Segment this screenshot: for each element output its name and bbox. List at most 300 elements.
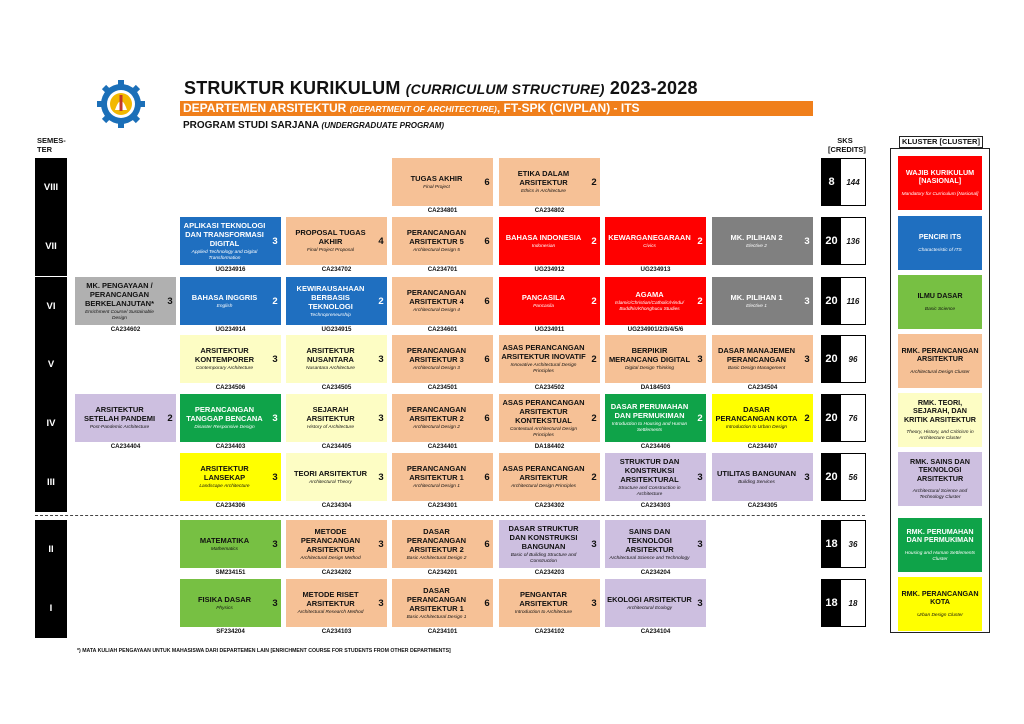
course-name: DASAR PERANCANGAN ARSITEKTUR 2 bbox=[406, 526, 467, 554]
course-name-en: Disaster Responsive Design bbox=[194, 425, 255, 431]
course-credits: 2 bbox=[588, 394, 600, 442]
course-box bbox=[605, 217, 694, 265]
course-box bbox=[180, 453, 269, 501]
course-card bbox=[286, 520, 389, 580]
course-name: DASAR PERANCANGAN KOTA bbox=[715, 405, 798, 424]
course-code: CA234403 bbox=[215, 443, 246, 450]
course-box bbox=[605, 277, 694, 325]
course-box bbox=[392, 453, 481, 501]
course-card bbox=[75, 277, 178, 337]
course-code: UG234911 bbox=[534, 326, 565, 333]
course-card bbox=[499, 158, 602, 218]
course-card bbox=[712, 335, 815, 395]
course-card bbox=[180, 394, 283, 454]
course-box bbox=[180, 520, 269, 568]
course-code: UG234916 bbox=[215, 266, 246, 273]
course-name-en: Innovative Architectural Design Principles bbox=[510, 363, 577, 374]
course-box bbox=[392, 579, 481, 627]
course-box bbox=[286, 520, 375, 568]
course-card bbox=[605, 394, 708, 454]
course-code: CA234401 bbox=[427, 443, 458, 450]
course-name: PERANCANGAN ARSITEKTUR 3 bbox=[406, 346, 467, 365]
course-code: CA234504 bbox=[747, 384, 778, 391]
semester-credits bbox=[821, 158, 866, 206]
cluster-item bbox=[898, 518, 982, 572]
course-code: CA234801 bbox=[427, 207, 458, 214]
course-box bbox=[712, 335, 801, 383]
course-credits: 2 bbox=[588, 158, 600, 206]
its-logo bbox=[95, 78, 147, 130]
course-name: PERANCANGAN ARSITEKTUR 4 bbox=[406, 288, 467, 307]
course-code: UG234915 bbox=[321, 326, 352, 333]
course-name: BAHASA INDONESIA bbox=[505, 232, 582, 242]
course-name: BERPIKIR MERANCANG DIGITAL bbox=[608, 346, 691, 365]
cluster-name: RMK. TEORI, SEJARAH, DAN KRITIK ARSITEKTUR bbox=[903, 397, 976, 424]
semester-sks: 20 bbox=[822, 218, 841, 264]
course-name: MATEMATIKA bbox=[199, 535, 250, 545]
semester-label: VI bbox=[35, 277, 67, 336]
cumulative-sks: 56 bbox=[841, 454, 865, 500]
course-card bbox=[180, 520, 283, 580]
course-name: MK. PILIHAN 2 bbox=[730, 232, 783, 242]
course-code: CA234502 bbox=[534, 384, 565, 391]
course-name-en: Basic of Building Structure and Construction bbox=[510, 552, 577, 564]
cluster-item bbox=[898, 334, 982, 388]
course-code: CA234306 bbox=[215, 502, 246, 509]
semester-sks: 20 bbox=[822, 454, 841, 500]
course-name: ARSITEKTUR SETELAH PANDEMI bbox=[83, 405, 156, 424]
course-credits: 3 bbox=[375, 394, 387, 442]
course-name: TEORI ARSITEKTUR bbox=[293, 468, 368, 478]
semester-credits bbox=[821, 217, 866, 265]
document-title: STRUKTUR KURIKULUM (CURRICULUM STRUCTURE) 2023-2028 bbox=[184, 78, 698, 98]
semester-label: VIII bbox=[35, 158, 67, 217]
cumulative-sks: 136 bbox=[841, 218, 865, 264]
course-code: CA234102 bbox=[534, 628, 565, 635]
course-name: METODE RISET ARSITEKTUR bbox=[302, 590, 359, 609]
cluster-item bbox=[898, 393, 982, 447]
course-code: CA234802 bbox=[534, 207, 565, 214]
course-code: UG234913 bbox=[640, 266, 671, 273]
course-name-en: Contextual Architectural Design Principles bbox=[509, 426, 577, 438]
semester-credits bbox=[821, 453, 866, 501]
course-name-en: Architectural Design 3 bbox=[413, 366, 460, 372]
course-code: UG234901/2/3/4/5/6 bbox=[627, 326, 684, 333]
cumulative-sks: 96 bbox=[841, 336, 865, 382]
course-name-en: Introduction to Housing and Human Settlements bbox=[611, 422, 688, 433]
course-name: ARSITEKTUR KONTEMPORER bbox=[194, 346, 255, 365]
course-box bbox=[499, 579, 588, 627]
course-card bbox=[180, 277, 283, 337]
cumulative-sks: 36 bbox=[841, 521, 865, 567]
course-credits: 6 bbox=[481, 520, 493, 568]
course-code: CA234104 bbox=[640, 628, 671, 635]
semester-label: VII bbox=[35, 217, 67, 276]
course-name-en: Post-Pandemic Architecture bbox=[89, 425, 150, 431]
cluster-name-en: Architectural Design Cluster bbox=[910, 369, 970, 375]
course-code: CA234305 bbox=[747, 502, 778, 509]
cluster-name-en: Urban Design Cluster bbox=[917, 612, 963, 618]
course-box bbox=[75, 394, 164, 442]
course-code: CA234204 bbox=[640, 569, 671, 576]
course-credits: 3 bbox=[269, 335, 281, 383]
course-credits: 4 bbox=[375, 217, 387, 265]
course-name-en: Architectural Design 5 bbox=[413, 248, 460, 254]
course-name-en: Contemporary Architecture bbox=[195, 366, 254, 372]
course-name: PENGANTAR ARSITEKTUR bbox=[519, 590, 568, 609]
cluster-name: WAJIB KURIKULUM [NASIONAL] bbox=[905, 167, 975, 186]
course-code: DA184402 bbox=[534, 443, 565, 450]
course-name: PROPOSAL TUGAS AKHIR bbox=[295, 228, 366, 247]
course-name: ARSITEKTUR LANSEKAP bbox=[200, 464, 249, 483]
semester-sks: 20 bbox=[822, 395, 841, 441]
course-credits: 2 bbox=[801, 394, 813, 442]
course-credits: 3 bbox=[588, 520, 600, 568]
course-credits: 3 bbox=[588, 579, 600, 627]
course-card bbox=[499, 217, 602, 277]
course-box bbox=[286, 217, 375, 265]
course-code: CA234501 bbox=[427, 384, 458, 391]
course-code: CA234702 bbox=[321, 266, 352, 273]
course-code: CA234406 bbox=[640, 443, 671, 450]
course-name-en: Architectural Science and Technology bbox=[609, 555, 690, 561]
course-name: PERANCANGAN TANGGAP BENCANA bbox=[186, 405, 263, 424]
course-credits: 6 bbox=[481, 579, 493, 627]
course-credits: 3 bbox=[269, 453, 281, 501]
cluster-name-en: Mandatory for Curriculum [Nasional] bbox=[901, 191, 979, 197]
course-card bbox=[605, 520, 708, 580]
course-name-en: Landscape Architecture bbox=[199, 484, 250, 490]
course-card bbox=[712, 394, 815, 454]
course-code: SF234204 bbox=[216, 628, 245, 635]
course-credits: 3 bbox=[694, 453, 706, 501]
cluster-name: RMK. SAINS DAN TEKNOLOGI ARSITEKTUR bbox=[910, 456, 970, 483]
credits-column-label: SKS [CREDITS] bbox=[828, 136, 866, 154]
course-name: APLIKASI TEKNOLOGI DAN TRANSFORMASI DIGITAL bbox=[183, 220, 266, 248]
program-subtitle: PROGRAM STUDI SARJANA (UNDERGRADUATE PROGRAM) bbox=[183, 120, 445, 131]
course-name: ASAS PERANCANGAN ARSITEKTUR bbox=[502, 464, 585, 483]
cluster-item bbox=[898, 156, 982, 210]
course-credits: 2 bbox=[588, 217, 600, 265]
course-box bbox=[75, 277, 164, 325]
course-name: FISIKA DASAR bbox=[197, 594, 252, 604]
course-box bbox=[392, 217, 481, 265]
course-card bbox=[499, 453, 602, 513]
course-name: MK. PILIHAN 1 bbox=[730, 292, 783, 302]
course-name-en: Architectural Design Principles bbox=[510, 484, 577, 490]
course-credits: 6 bbox=[481, 158, 493, 206]
course-credits: 2 bbox=[588, 335, 600, 383]
course-card bbox=[286, 579, 389, 639]
course-credits: 2 bbox=[694, 394, 706, 442]
course-box bbox=[605, 335, 694, 383]
course-credits: 3 bbox=[694, 579, 706, 627]
course-name-en: Building Services bbox=[738, 479, 775, 485]
footnote: *) MATA KULIAH PENGAYAAN UNTUK MAHASISWA DARI DEPARTEMEN LAIN [ENRICHMENT COURSE FOR STUDENTS FROM OTHER DEPARTMENTS] bbox=[77, 648, 451, 654]
cluster-name-en: Basic Science bbox=[924, 306, 956, 312]
course-box bbox=[392, 520, 481, 568]
course-box bbox=[712, 394, 801, 442]
cumulative-sks: 116 bbox=[841, 278, 865, 324]
course-card bbox=[392, 453, 495, 513]
course-name: SAINS DAN TEKNOLOGI ARSITEKTUR bbox=[625, 526, 674, 554]
course-card bbox=[499, 520, 602, 580]
semester-label: II bbox=[35, 520, 67, 579]
cluster-legend-title: KLUSTER [CLUSTER] bbox=[899, 136, 983, 148]
course-card bbox=[499, 277, 602, 337]
course-name-en: Basic Architectural Design 2 bbox=[406, 555, 467, 561]
course-credits: 3 bbox=[694, 520, 706, 568]
semester-sks: 18 bbox=[822, 521, 841, 567]
course-code: CA234602 bbox=[110, 326, 141, 333]
semester-label: III bbox=[35, 453, 67, 512]
course-card bbox=[180, 579, 283, 639]
course-name: PERANCANGAN ARSITEKTUR 1 bbox=[406, 464, 467, 483]
course-code: CA234202 bbox=[321, 569, 352, 576]
course-name: ETIKA DALAM ARSITEKTUR bbox=[517, 169, 570, 188]
course-name: MK. PENGAYAAN / PERANCANGAN BERKELANJUTAN* bbox=[84, 280, 155, 308]
course-card bbox=[180, 335, 283, 395]
course-box bbox=[499, 277, 588, 325]
course-name: METODE PERANCANGAN ARSITEKTUR bbox=[300, 526, 361, 554]
course-name-en: Pancasila bbox=[533, 303, 554, 309]
course-card bbox=[392, 394, 495, 454]
course-card bbox=[392, 158, 495, 218]
course-credits: 3 bbox=[801, 335, 813, 383]
course-name-en: Elective 1 bbox=[746, 303, 767, 309]
course-box bbox=[605, 579, 694, 627]
course-name-en: Ethics in Architecture bbox=[521, 189, 566, 195]
course-name-en: Indonesian bbox=[531, 243, 556, 249]
cluster-item bbox=[898, 577, 982, 631]
course-code: DA184503 bbox=[640, 384, 671, 391]
course-name-en: Introduction to Architecture bbox=[514, 610, 573, 616]
course-card bbox=[392, 217, 495, 277]
course-name: KEWIRAUSAHAAN BERBASIS TEKNOLOGI bbox=[296, 283, 365, 311]
course-credits: 3 bbox=[375, 335, 387, 383]
course-name-en: Mathematics bbox=[210, 546, 239, 552]
course-code: CA234601 bbox=[427, 326, 458, 333]
course-name-en: Enrichment Course/ Sustainable Design bbox=[85, 309, 154, 321]
course-code: CA234203 bbox=[534, 569, 565, 576]
course-box bbox=[499, 217, 588, 265]
course-box bbox=[712, 277, 801, 325]
course-name-en: Architectural Design Method bbox=[300, 555, 361, 561]
semester-label: V bbox=[35, 335, 67, 394]
course-code: CA234701 bbox=[427, 266, 458, 273]
course-credits: 2 bbox=[694, 217, 706, 265]
course-name-en: Architectural Research Method bbox=[297, 610, 364, 616]
course-name: UTILITAS BANGUNAN bbox=[716, 468, 797, 478]
course-name-en: Nusantara Architecture bbox=[306, 366, 355, 372]
course-card bbox=[712, 277, 815, 337]
course-box bbox=[286, 394, 375, 442]
course-box bbox=[392, 277, 481, 325]
course-name: STRUKTUR DAN KONSTRUKSI ARSITEKTURAL bbox=[619, 456, 680, 484]
course-card bbox=[286, 394, 389, 454]
course-name: ASAS PERANCANGAN ARSITEKTUR KONTEKSTUAL bbox=[502, 397, 585, 425]
course-box bbox=[180, 277, 269, 325]
course-code: CA234201 bbox=[427, 569, 458, 576]
course-card bbox=[392, 277, 495, 337]
course-card bbox=[180, 453, 283, 513]
semester-sks: 18 bbox=[822, 580, 841, 626]
course-card bbox=[392, 579, 495, 639]
course-code: CA234405 bbox=[321, 443, 352, 450]
cluster-name: ILMU DASAR bbox=[917, 290, 963, 300]
cluster-name-en: Housing and Human Settlements Cluster bbox=[904, 551, 976, 562]
cluster-name: RMK. PERANCANGAN ARSITEKTUR bbox=[901, 345, 979, 364]
cluster-name-en: Theory, History, and Criticism in Architecture Cluster bbox=[906, 430, 974, 441]
course-card bbox=[712, 217, 815, 277]
course-box bbox=[180, 579, 269, 627]
course-name-en: Architectural Design 2 bbox=[413, 425, 460, 431]
course-credits: 6 bbox=[481, 394, 493, 442]
year-separator bbox=[35, 515, 865, 516]
course-name: PERANCANGAN ARSITEKTUR 5 bbox=[406, 228, 467, 247]
course-name: AGAMA bbox=[635, 289, 664, 299]
course-box bbox=[180, 217, 269, 265]
course-card bbox=[605, 277, 708, 337]
course-name-en: Architectural Design 4 bbox=[413, 308, 460, 314]
cluster-item bbox=[898, 216, 982, 270]
course-card bbox=[286, 217, 389, 277]
course-name-en: Basic Architectural Design 1 bbox=[406, 614, 467, 620]
course-credits: 3 bbox=[269, 579, 281, 627]
course-credits: 6 bbox=[481, 335, 493, 383]
course-code: UG234912 bbox=[534, 266, 565, 273]
course-code: SM234151 bbox=[215, 569, 246, 576]
course-credits: 3 bbox=[801, 217, 813, 265]
cluster-name: RMK. PERANCANGAN KOTA bbox=[901, 588, 979, 607]
course-card bbox=[75, 394, 178, 454]
course-code: CA234101 bbox=[427, 628, 458, 635]
semester-credits bbox=[821, 579, 866, 627]
course-card bbox=[712, 453, 815, 513]
department-banner: DEPARTEMEN ARSITEKTUR (DEPARTMENT OF ARCHITECTURE), FT-SPK (CIVPLAN) - ITS bbox=[180, 101, 813, 116]
course-credits: 3 bbox=[164, 277, 176, 325]
semester-sks: 20 bbox=[822, 336, 841, 382]
course-credits: 2 bbox=[375, 277, 387, 325]
course-name-en: Applied Technology and Digital Transformation bbox=[191, 249, 258, 261]
course-credits: 2 bbox=[164, 394, 176, 442]
course-name: PERANCANGAN ARSITEKTUR 2 bbox=[406, 405, 467, 424]
course-credits: 2 bbox=[588, 453, 600, 501]
course-name-en: Final Project Proposal bbox=[307, 248, 354, 254]
course-box bbox=[605, 394, 694, 442]
cluster-item bbox=[898, 452, 982, 506]
course-name: PANCASILA bbox=[521, 292, 566, 302]
course-credits: 3 bbox=[801, 277, 813, 325]
semester-credits bbox=[821, 394, 866, 442]
course-box bbox=[499, 335, 588, 383]
semester-label: IV bbox=[35, 394, 67, 453]
course-credits: 3 bbox=[269, 520, 281, 568]
course-box bbox=[392, 335, 481, 383]
course-card bbox=[605, 453, 708, 513]
course-code: UG234914 bbox=[215, 326, 246, 333]
course-code: CA234407 bbox=[747, 443, 778, 450]
course-name-en: Architectural Ecology bbox=[626, 605, 673, 611]
cumulative-sks: 144 bbox=[841, 159, 865, 205]
cluster-name: PENCIRI ITS bbox=[918, 231, 962, 241]
course-name: KEWARGANEGARAAN bbox=[608, 232, 691, 242]
course-name: DASAR PERUMAHAN DAN PERMUKIMAN bbox=[610, 402, 689, 421]
course-name-en: Architectural Theory bbox=[309, 479, 352, 485]
course-name-en: Islamic/Christian/Catholic/Hindu/ Buddhis/Khonghucu Studies bbox=[614, 300, 685, 312]
course-name: TUGAS AKHIR bbox=[410, 173, 463, 183]
course-name-en: Basic Design Management bbox=[727, 366, 786, 372]
semester-credits bbox=[821, 520, 866, 568]
course-box bbox=[712, 453, 801, 501]
cluster-item bbox=[898, 275, 982, 329]
course-code: CA234506 bbox=[215, 384, 246, 391]
course-card bbox=[286, 335, 389, 395]
course-credits: 3 bbox=[269, 217, 281, 265]
course-credits: 6 bbox=[481, 217, 493, 265]
course-card bbox=[392, 520, 495, 580]
course-box bbox=[605, 453, 694, 501]
course-code: CA234304 bbox=[321, 502, 352, 509]
cumulative-sks: 18 bbox=[841, 580, 865, 626]
course-name-en: Final Project bbox=[423, 184, 450, 190]
course-name-en: Civics bbox=[643, 243, 656, 249]
course-card bbox=[499, 335, 602, 395]
course-box bbox=[712, 217, 801, 265]
cluster-name-en: Architectural Science and Technology Cluster bbox=[912, 489, 968, 500]
course-credits: 2 bbox=[588, 277, 600, 325]
course-code: CA234404 bbox=[110, 443, 141, 450]
course-code: CA234302 bbox=[534, 502, 565, 509]
course-credits: 3 bbox=[801, 453, 813, 501]
course-box bbox=[180, 335, 269, 383]
course-box bbox=[605, 520, 694, 568]
course-credits: 6 bbox=[481, 453, 493, 501]
course-box bbox=[499, 394, 588, 442]
course-name: DASAR PERANCANGAN ARSITEKTUR 1 bbox=[406, 585, 467, 613]
course-credits: 3 bbox=[269, 394, 281, 442]
course-name: BAHASA INGGRIS bbox=[191, 292, 258, 302]
course-card bbox=[286, 453, 389, 513]
course-box bbox=[392, 394, 481, 442]
course-box bbox=[499, 158, 588, 206]
cluster-name-en: Characteristic of ITS bbox=[918, 247, 962, 253]
course-box bbox=[392, 158, 481, 206]
course-code: CA234301 bbox=[427, 502, 458, 509]
course-name-en: Elective 2 bbox=[746, 243, 767, 249]
course-name-en: Technopreneurship bbox=[310, 312, 351, 318]
course-box bbox=[286, 277, 375, 325]
course-box bbox=[286, 335, 375, 383]
semester-label: I bbox=[35, 579, 67, 638]
course-box bbox=[180, 394, 269, 442]
course-name: ASAS PERANCANGAN ARSITEKTUR INOVATIF bbox=[501, 343, 586, 362]
course-credits: 2 bbox=[694, 277, 706, 325]
semester-credits bbox=[821, 277, 866, 325]
course-name: ARSITEKTUR NUSANTARA bbox=[306, 346, 355, 365]
cumulative-sks: 76 bbox=[841, 395, 865, 441]
course-box bbox=[499, 520, 588, 568]
course-box bbox=[286, 453, 375, 501]
course-credits: 2 bbox=[269, 277, 281, 325]
course-name: SEJARAH ARSITEKTUR bbox=[306, 405, 355, 424]
course-card bbox=[605, 335, 708, 395]
course-box bbox=[286, 579, 375, 627]
course-name-en: Introduction to Urban Design bbox=[725, 425, 788, 431]
course-name: DASAR MANAJEMEN PERANCANGAN bbox=[717, 346, 796, 365]
course-name-en: History of Architecture bbox=[306, 425, 354, 431]
course-credits: 3 bbox=[375, 453, 387, 501]
